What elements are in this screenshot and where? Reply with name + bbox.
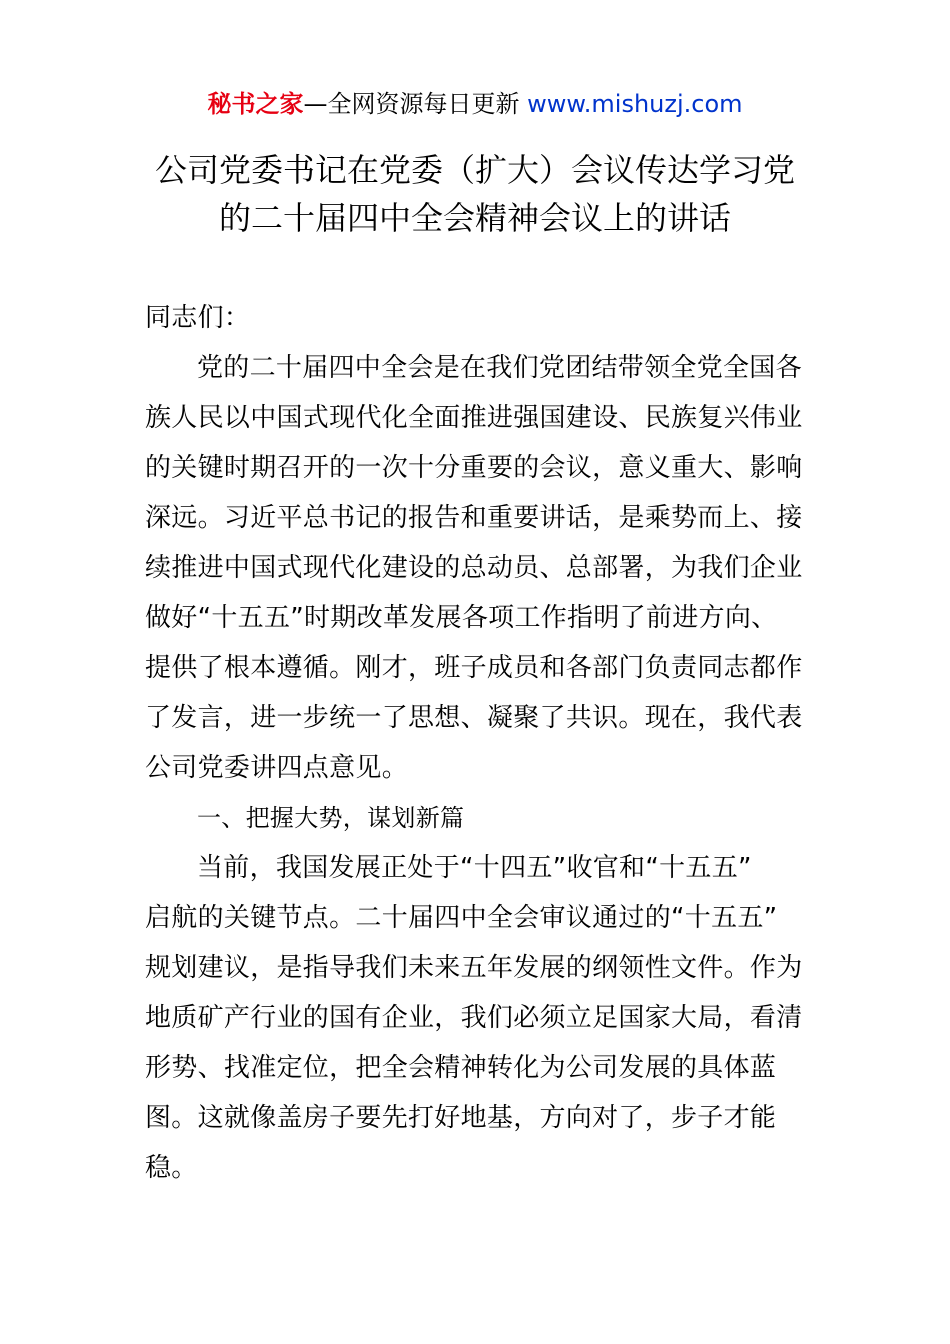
paragraph-2-line-1: 当前，我国发展正处于“十四五”收官和“十五五” bbox=[197, 853, 752, 883]
paragraph-2-line-2: 启航的关键节点。二十届四中全会审议通过的“十五五” bbox=[145, 903, 778, 933]
paragraph-1-line-1: 党的二十届四中全会是在我们党团结带领全党全国各 bbox=[197, 353, 802, 383]
paragraph-2-line-7: 稳。 bbox=[145, 1153, 198, 1183]
paragraph-1-line-3: 的关键时期召开的一次十分重要的会议，意义重大、影响 bbox=[145, 453, 803, 483]
site-tagline: —全网资源每日更新 bbox=[303, 90, 528, 118]
paragraph-1-line-7: 提供了根本遵循。刚才，班子成员和各部门负责同志都作 bbox=[145, 653, 803, 683]
salutation: 同志们： bbox=[145, 303, 251, 333]
paragraph-2-line-4: 地质矿产行业的国有企业，我们必须立足国家大局，看清 bbox=[145, 1003, 803, 1033]
paragraph-1-line-4: 深远。习近平总书记的报告和重要讲话，是乘势而上、接 bbox=[145, 503, 803, 533]
title-line-1: 公司党委书记在党委（扩大）会议传达学习党 bbox=[154, 151, 795, 189]
site-header bbox=[0, 86, 950, 122]
paragraph-1-line-5: 续推进中国式现代化建设的总动员、总部署，为我们企业 bbox=[145, 553, 803, 583]
site-brand: 秘书之家 bbox=[207, 90, 304, 118]
section-heading-1: 一、把握大势，谋划新篇 bbox=[197, 804, 465, 832]
document-body bbox=[145, 293, 810, 1193]
title-line-2: 的二十届四中全会精神会议上的讲话 bbox=[218, 199, 731, 237]
paragraph-1-line-2: 族人民以中国式现代化全面推进强国建设、民族复兴伟业 bbox=[145, 403, 803, 433]
paragraph-2-line-3: 规划建议，是指导我们未来五年发展的纲领性文件。作为 bbox=[145, 953, 803, 983]
paragraph-1-line-9: 公司党委讲四点意见。 bbox=[145, 753, 409, 783]
site-url[interactable]: www.mishuzj.com bbox=[527, 90, 743, 118]
paragraph-2-line-5: 形势、找准定位，把全会精神转化为公司发展的具体蓝 bbox=[145, 1053, 777, 1083]
paragraph-1-line-8: 了发言，进一步统一了思想、凝聚了共识。现在，我代表 bbox=[145, 703, 803, 733]
document-title bbox=[120, 146, 830, 242]
paragraph-2-line-6: 图。这就像盖房子要先打好地基，方向对了，步子才能 bbox=[145, 1103, 777, 1133]
paragraph-1-line-6: 做好“十五五”时期改革发展各项工作指明了前进方向、 bbox=[145, 603, 778, 633]
